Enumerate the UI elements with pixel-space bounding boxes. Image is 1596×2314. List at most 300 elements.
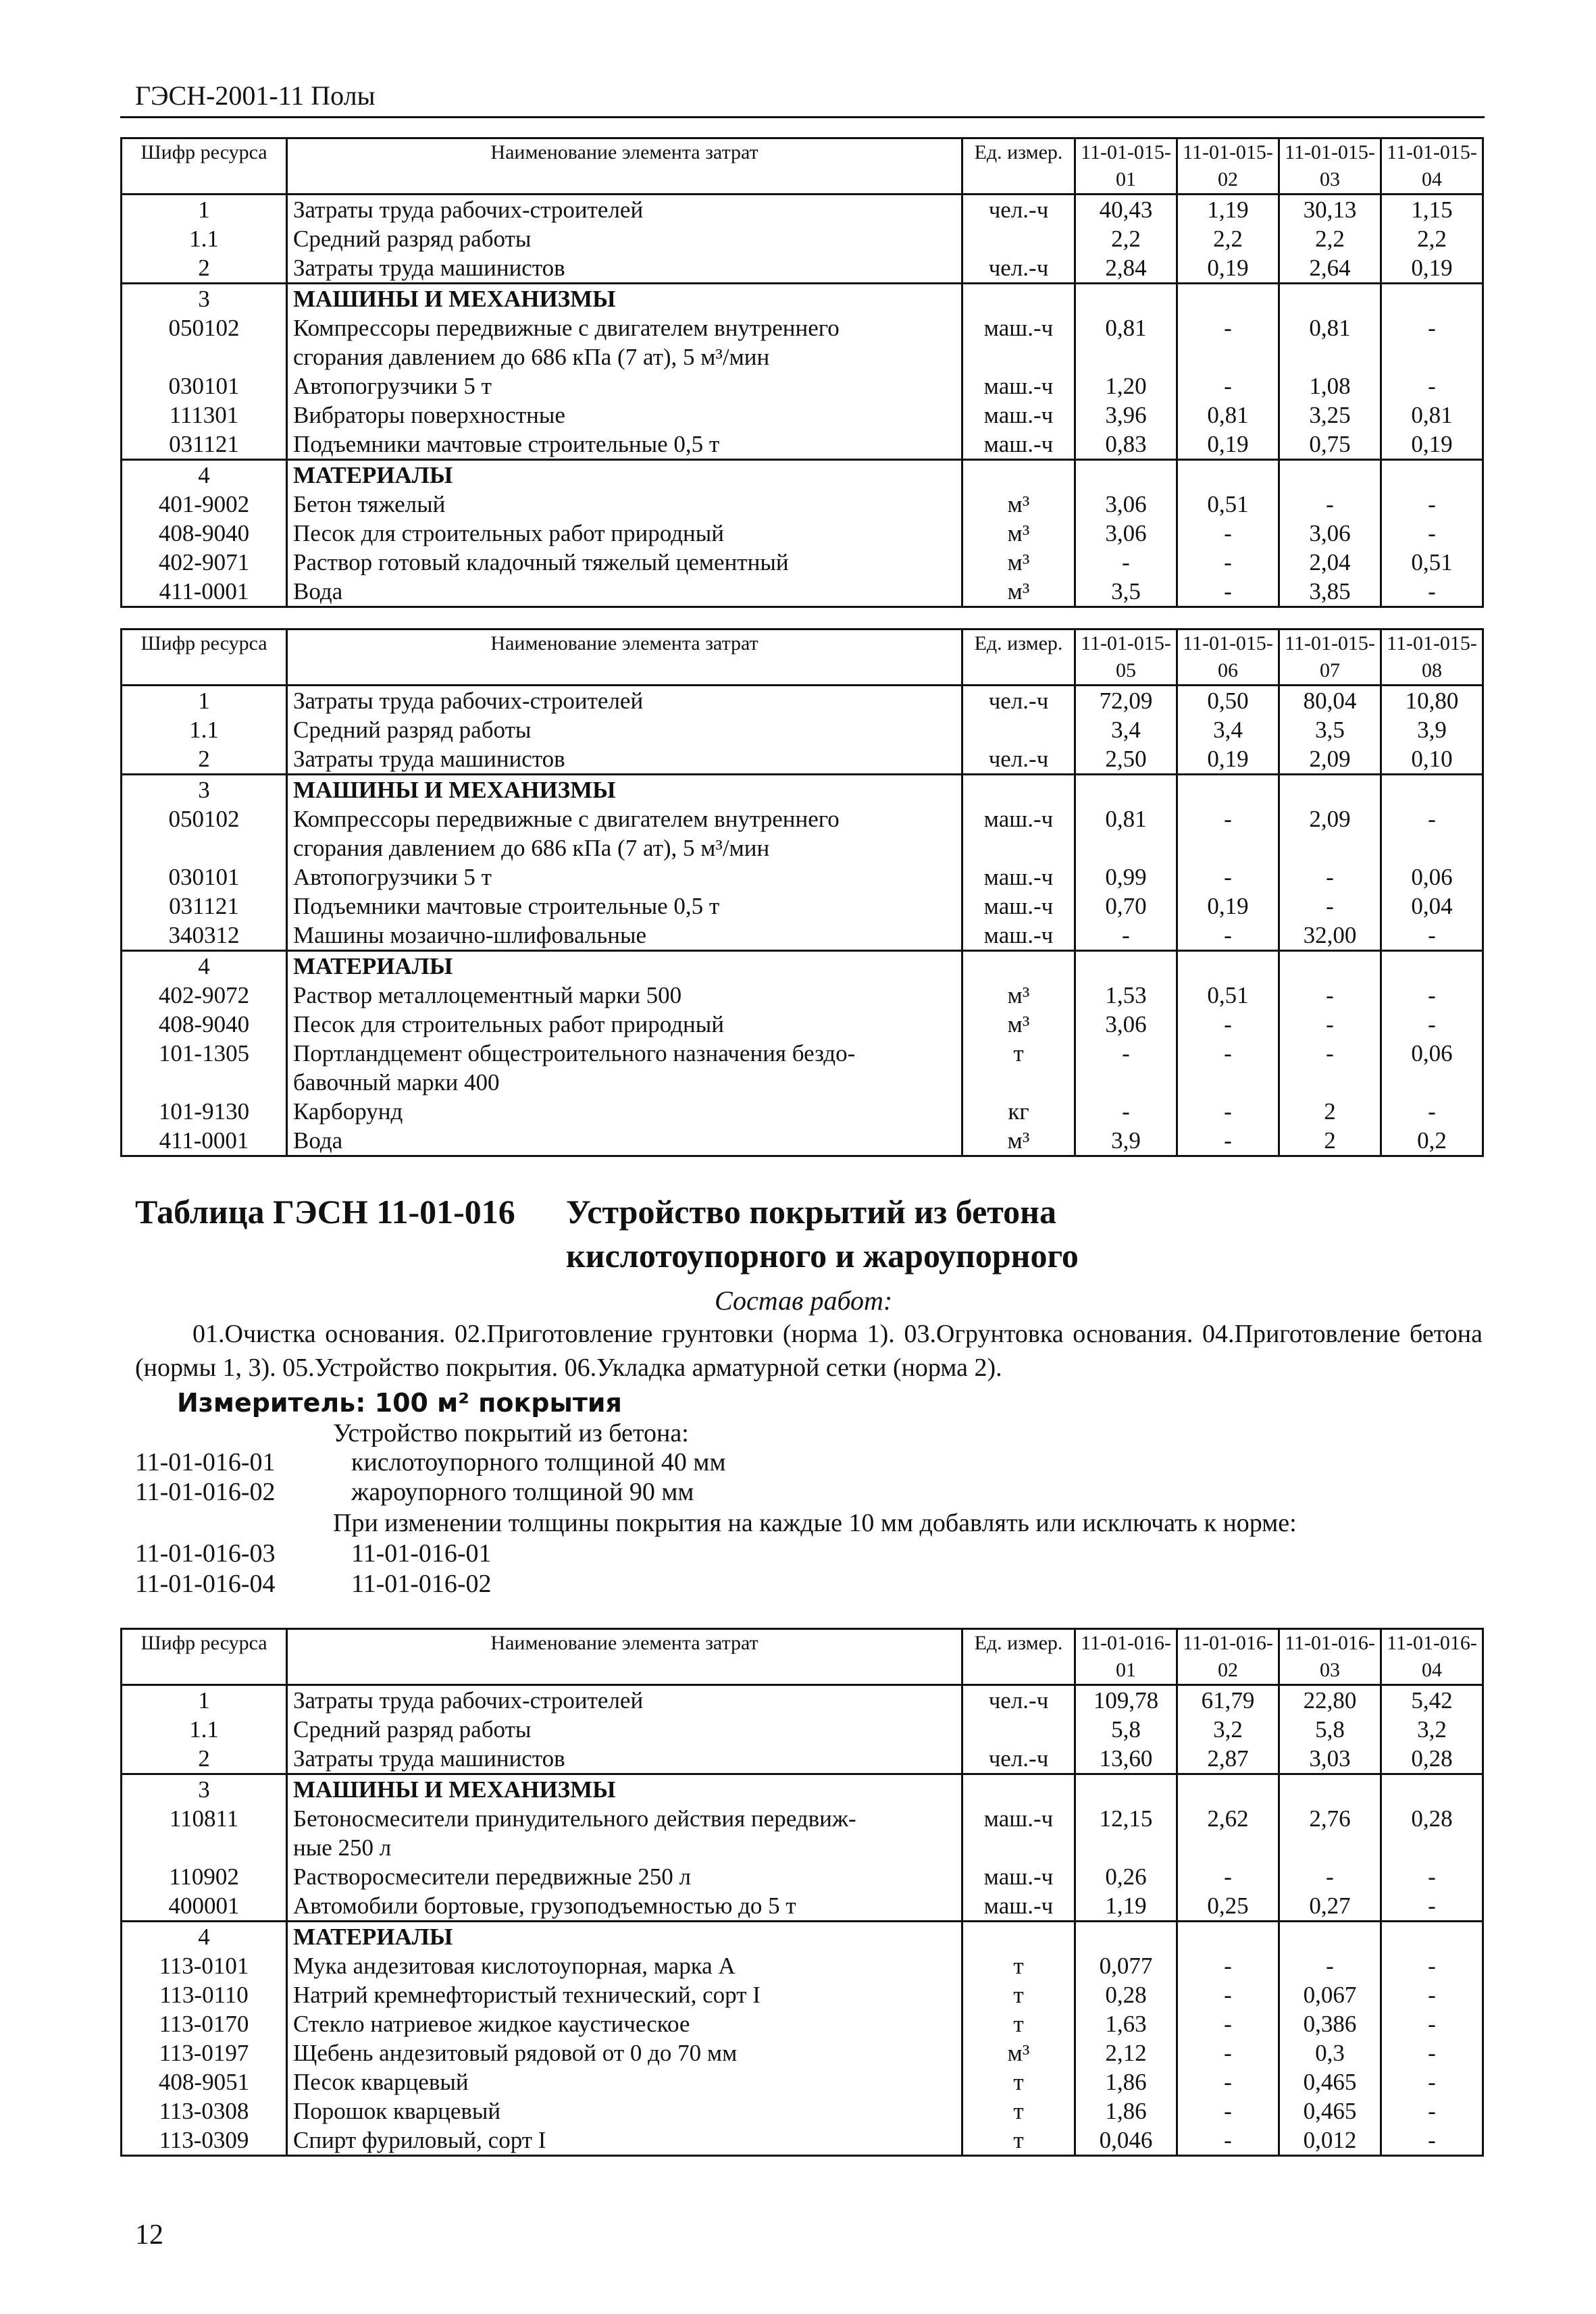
group2-heading: При изменении толщины покрытия на каждые 10 мм добавлять или исключать к норме: xyxy=(333,1509,1297,1537)
value-cell: 1,86 xyxy=(1075,2067,1177,2097)
element-name: Песок для строительных работ природный xyxy=(287,519,962,548)
table-row xyxy=(122,430,1483,460)
value-cell: - xyxy=(1177,2038,1279,2067)
value-cell: 13,60 xyxy=(1075,1744,1177,1774)
value-cell: 0,81 xyxy=(1279,313,1381,342)
value-cell: 0,51 xyxy=(1381,548,1483,577)
value-cell: - xyxy=(1381,1980,1483,2009)
resource-code: 408-9040 xyxy=(122,519,287,548)
unit-cell: чел.-ч xyxy=(962,1744,1075,1774)
table-row xyxy=(122,2097,1483,2126)
unit-cell: маш.-ч xyxy=(962,863,1075,892)
value-cell: 1,63 xyxy=(1075,2009,1177,2038)
element-name: Вода xyxy=(287,1126,962,1156)
value-cell: 1,19 xyxy=(1177,195,1279,225)
value-cell xyxy=(1177,775,1279,805)
value-cell: 0,06 xyxy=(1381,863,1483,892)
value-cell: 0,2 xyxy=(1381,1126,1483,1156)
value-cell: 61,79 xyxy=(1177,1685,1279,1716)
value-cell: 3,2 xyxy=(1381,1715,1483,1744)
resource-code: 4 xyxy=(122,951,287,981)
column-header: 11-01-015-03 xyxy=(1279,138,1381,195)
table-row xyxy=(122,1068,1483,1097)
resource-code: 400001 xyxy=(122,1891,287,1922)
value-cell xyxy=(1279,951,1381,981)
table-row xyxy=(122,1891,1483,1922)
value-cell xyxy=(1279,342,1381,371)
resource-code: 4 xyxy=(122,1922,287,1952)
value-cell: 0,51 xyxy=(1177,490,1279,519)
column-header: Шифр ресурса xyxy=(122,629,287,686)
value-cell: - xyxy=(1075,1039,1177,1068)
resource-code: 101-9130 xyxy=(122,1097,287,1126)
value-cell: - xyxy=(1075,1097,1177,1126)
value-cell: 2,2 xyxy=(1177,224,1279,253)
value-cell: 2,2 xyxy=(1381,224,1483,253)
resource-code: 031121 xyxy=(122,892,287,921)
resource-code: 113-0101 xyxy=(122,1951,287,1980)
unit-cell xyxy=(962,1774,1075,1805)
value-cell: 0,077 xyxy=(1075,1951,1177,1980)
value-cell: 22,80 xyxy=(1279,1685,1381,1716)
value-cell: - xyxy=(1177,2126,1279,2156)
value-cell: - xyxy=(1075,921,1177,951)
element-name: Бетон тяжелый xyxy=(287,490,962,519)
element-name: Средний разряд работы xyxy=(287,1715,962,1744)
element-name: Натрий кремнефтористый технический, сорт I xyxy=(287,1980,962,2009)
column-header: 11-01-016-02 xyxy=(1177,1629,1279,1685)
element-name: Затраты труда машинистов xyxy=(287,1744,962,1774)
unit-cell: м³ xyxy=(962,1010,1075,1039)
element-name: Затраты труда машинистов xyxy=(287,253,962,284)
column-header: Наименование элемента затрат xyxy=(287,629,962,686)
value-cell xyxy=(1177,460,1279,490)
value-cell: 2,2 xyxy=(1279,224,1381,253)
unit-cell xyxy=(962,1715,1075,1744)
resource-code: 2 xyxy=(122,253,287,284)
element-name: Средний разряд работы xyxy=(287,224,962,253)
table-row xyxy=(122,371,1483,401)
column-header: 11-01-015-08 xyxy=(1381,629,1483,686)
element-name: Компрессоры передвижные с двигателем внутреннего xyxy=(287,804,962,833)
unit-cell: м³ xyxy=(962,548,1075,577)
table-row xyxy=(122,1774,1483,1805)
element-name: Затраты труда машинистов xyxy=(287,744,962,775)
value-cell: 2,09 xyxy=(1279,804,1381,833)
value-cell: 2,50 xyxy=(1075,744,1177,775)
resource-code xyxy=(122,833,287,863)
value-cell: 3,03 xyxy=(1279,1744,1381,1774)
table-row xyxy=(122,1862,1483,1891)
element-name: сгорания давлением до 686 кПа (7 ат), 5 м³/мин xyxy=(287,833,962,863)
column-header: Шифр ресурса xyxy=(122,138,287,195)
unit-cell xyxy=(962,342,1075,371)
value-cell xyxy=(1381,342,1483,371)
value-cell: - xyxy=(1381,313,1483,342)
value-cell: 0,465 xyxy=(1279,2067,1381,2097)
value-cell: - xyxy=(1177,1097,1279,1126)
resource-code: 401-9002 xyxy=(122,490,287,519)
column-header: 11-01-015-05 xyxy=(1075,629,1177,686)
value-cell: 3,9 xyxy=(1075,1126,1177,1156)
value-cell xyxy=(1381,951,1483,981)
value-cell: 0,81 xyxy=(1075,313,1177,342)
table-header-row xyxy=(122,629,1483,686)
resource-code: 1 xyxy=(122,1685,287,1716)
value-cell: - xyxy=(1381,371,1483,401)
value-cell xyxy=(1177,1922,1279,1952)
norm-text: 11-01-016-01 xyxy=(351,1539,492,1568)
resource-table-015-a xyxy=(120,137,1484,608)
table-row xyxy=(122,224,1483,253)
element-name: Автомобили бортовые, грузоподъемностью до 5 т xyxy=(287,1891,962,1922)
element-name: Бетоносмесители принудительного действия передвиж- xyxy=(287,1804,962,1833)
column-header: Ед. измер. xyxy=(962,138,1075,195)
value-cell xyxy=(1279,1922,1381,1952)
value-cell: 3,06 xyxy=(1075,519,1177,548)
unit-cell: т xyxy=(962,1039,1075,1068)
value-cell: 0,28 xyxy=(1075,1980,1177,2009)
value-cell: 0,70 xyxy=(1075,892,1177,921)
unit-cell: чел.-ч xyxy=(962,686,1075,716)
value-cell: - xyxy=(1279,1039,1381,1068)
unit-cell xyxy=(962,1833,1075,1862)
table-label: Таблица ГЭСН 11-01-016 xyxy=(135,1193,515,1231)
unit-cell: маш.-ч xyxy=(962,892,1075,921)
value-cell: 0,386 xyxy=(1279,2009,1381,2038)
element-name: Автопогрузчики 5 т xyxy=(287,863,962,892)
table-row xyxy=(122,342,1483,371)
value-cell xyxy=(1075,1068,1177,1097)
table-row xyxy=(122,1010,1483,1039)
value-cell: 0,465 xyxy=(1279,2097,1381,2126)
table-row xyxy=(122,1951,1483,1980)
value-cell xyxy=(1075,1774,1177,1805)
value-cell: - xyxy=(1381,2038,1483,2067)
value-cell xyxy=(1279,1833,1381,1862)
table-row xyxy=(122,892,1483,921)
norm-text: 11-01-016-02 xyxy=(351,1570,492,1598)
element-name: Щебень андезитовый рядовой от 0 до 70 мм xyxy=(287,2038,962,2067)
table-row xyxy=(122,1804,1483,1833)
value-cell: 0,28 xyxy=(1381,1804,1483,1833)
column-header: Шифр ресурса xyxy=(122,1629,287,1685)
value-cell xyxy=(1177,1774,1279,1805)
table-row xyxy=(122,921,1483,951)
element-name: Компрессоры передвижные с двигателем внутреннего xyxy=(287,313,962,342)
value-cell: 80,04 xyxy=(1279,686,1381,716)
table-row xyxy=(122,1833,1483,1862)
resource-code: 1.1 xyxy=(122,1715,287,1744)
value-cell: 0,19 xyxy=(1177,892,1279,921)
value-cell: 2,12 xyxy=(1075,2038,1177,2067)
value-cell: 2,87 xyxy=(1177,1744,1279,1774)
value-cell: - xyxy=(1279,863,1381,892)
value-cell: - xyxy=(1177,313,1279,342)
value-cell xyxy=(1075,951,1177,981)
table-row xyxy=(122,1097,1483,1126)
value-cell xyxy=(1381,1068,1483,1097)
value-cell: - xyxy=(1381,804,1483,833)
unit-cell xyxy=(962,833,1075,863)
value-cell: - xyxy=(1177,1980,1279,2009)
resource-code: 050102 xyxy=(122,313,287,342)
resource-code: 113-0170 xyxy=(122,2009,287,2038)
value-cell: 3,06 xyxy=(1075,490,1177,519)
unit-cell: м³ xyxy=(962,490,1075,519)
unit-cell: м³ xyxy=(962,981,1075,1010)
resource-code: 110902 xyxy=(122,1862,287,1891)
value-cell: - xyxy=(1177,1951,1279,1980)
unit-cell xyxy=(962,775,1075,805)
resource-code: 050102 xyxy=(122,804,287,833)
unit-cell: т xyxy=(962,2067,1075,2097)
element-name: Вибраторы поверхностные xyxy=(287,401,962,430)
table-row xyxy=(122,577,1483,607)
unit-cell: маш.-ч xyxy=(962,1891,1075,1922)
element-name: Растворосмесители передвижные 250 л xyxy=(287,1862,962,1891)
resource-code: 113-0110 xyxy=(122,1980,287,2009)
table-row xyxy=(122,1922,1483,1952)
resource-code: 340312 xyxy=(122,921,287,951)
value-cell: - xyxy=(1381,1862,1483,1891)
table-row xyxy=(122,195,1483,225)
value-cell: 1,15 xyxy=(1381,195,1483,225)
value-cell: - xyxy=(1381,921,1483,951)
unit-cell: маш.-ч xyxy=(962,1862,1075,1891)
value-cell: 0,75 xyxy=(1279,430,1381,460)
table-row xyxy=(122,715,1483,744)
value-cell xyxy=(1381,775,1483,805)
table-row xyxy=(122,804,1483,833)
table-row xyxy=(122,744,1483,775)
value-cell: - xyxy=(1381,577,1483,607)
value-cell: 0,19 xyxy=(1381,430,1483,460)
resource-code: 101-1305 xyxy=(122,1039,287,1068)
value-cell: - xyxy=(1177,577,1279,607)
resource-code: 113-0309 xyxy=(122,2126,287,2156)
value-cell: - xyxy=(1177,804,1279,833)
value-cell: - xyxy=(1177,1126,1279,1156)
unit-cell xyxy=(962,224,1075,253)
element-name: Средний разряд работы xyxy=(287,715,962,744)
element-name: Автопогрузчики 5 т xyxy=(287,371,962,401)
unit-cell: маш.-ч xyxy=(962,804,1075,833)
unit-cell: т xyxy=(962,1980,1075,2009)
value-cell: 2,09 xyxy=(1279,744,1381,775)
unit-cell: т xyxy=(962,2097,1075,2126)
value-cell: 3,06 xyxy=(1075,1010,1177,1039)
value-cell: 0,50 xyxy=(1177,686,1279,716)
value-cell xyxy=(1381,284,1483,314)
table-row xyxy=(122,1685,1483,1716)
value-cell: 2 xyxy=(1279,1097,1381,1126)
unit-cell: т xyxy=(962,2009,1075,2038)
value-cell: 0,046 xyxy=(1075,2126,1177,2156)
element-name: Раствор металлоцементный марки 500 xyxy=(287,981,962,1010)
value-cell: 3,4 xyxy=(1075,715,1177,744)
table-header-row xyxy=(122,138,1483,195)
value-cell: - xyxy=(1177,1010,1279,1039)
unit-cell xyxy=(962,1922,1075,1952)
composition-heading: Состав работ: xyxy=(715,1285,893,1316)
table-row xyxy=(122,1980,1483,2009)
value-cell xyxy=(1075,342,1177,371)
unit-cell xyxy=(962,715,1075,744)
element-name: Стекло натриевое жидкое каустическое xyxy=(287,2009,962,2038)
value-cell: 0,04 xyxy=(1381,892,1483,921)
resource-code: 113-0308 xyxy=(122,2097,287,2126)
resource-code: 402-9071 xyxy=(122,548,287,577)
value-cell: - xyxy=(1177,548,1279,577)
value-cell xyxy=(1177,284,1279,314)
composition-text: 01.Очистка основания. 02.Приготовление грунтовки (норма 1). 03.Огрунтовка основания. 04.Приготовление бетона (нормы 1, 3). 05.Устройство покрытия. 06.Укладка арматурной сетки (норма 2). xyxy=(135,1320,1483,1382)
resource-code: 031121 xyxy=(122,430,287,460)
element-name: ные 250 л xyxy=(287,1833,962,1862)
resource-code: 030101 xyxy=(122,863,287,892)
unit-cell: маш.-ч xyxy=(962,313,1075,342)
unit-cell: м³ xyxy=(962,2038,1075,2067)
value-cell: 10,80 xyxy=(1381,686,1483,716)
value-cell xyxy=(1279,1774,1381,1805)
value-cell: 1,53 xyxy=(1075,981,1177,1010)
table-row xyxy=(122,863,1483,892)
table-row xyxy=(122,460,1483,490)
value-cell: 0,26 xyxy=(1075,1862,1177,1891)
value-cell: - xyxy=(1381,1010,1483,1039)
value-cell: - xyxy=(1381,2097,1483,2126)
value-cell: - xyxy=(1177,863,1279,892)
element-name: Машины мозаично-шлифовальные xyxy=(287,921,962,951)
column-header: 11-01-016-01 xyxy=(1075,1629,1177,1685)
value-cell xyxy=(1177,1833,1279,1862)
resource-code: 2 xyxy=(122,744,287,775)
resource-code: 408-9051 xyxy=(122,2067,287,2097)
column-header: Наименование элемента затрат xyxy=(287,1629,962,1685)
value-cell: - xyxy=(1177,1862,1279,1891)
element-name: Песок для строительных работ природный xyxy=(287,1010,962,1039)
value-cell: - xyxy=(1381,490,1483,519)
value-cell xyxy=(1381,460,1483,490)
value-cell: 3,4 xyxy=(1177,715,1279,744)
table-row xyxy=(122,253,1483,284)
value-cell xyxy=(1381,1922,1483,1952)
value-cell: - xyxy=(1381,1097,1483,1126)
value-cell: 2,2 xyxy=(1075,224,1177,253)
resource-code xyxy=(122,1833,287,1862)
value-cell: - xyxy=(1177,921,1279,951)
value-cell: - xyxy=(1177,519,1279,548)
resource-code: 3 xyxy=(122,1774,287,1805)
unit-cell: маш.-ч xyxy=(962,921,1075,951)
value-cell: 2,62 xyxy=(1177,1804,1279,1833)
resource-table-015-b xyxy=(120,628,1484,1157)
value-cell: 0,27 xyxy=(1279,1891,1381,1922)
value-cell: 5,8 xyxy=(1279,1715,1381,1744)
table-row xyxy=(122,1039,1483,1068)
value-cell xyxy=(1075,1922,1177,1952)
column-header: 11-01-015-06 xyxy=(1177,629,1279,686)
element-name: Порошок кварцевый xyxy=(287,2097,962,2126)
column-header: 11-01-016-03 xyxy=(1279,1629,1381,1685)
value-cell: 0,067 xyxy=(1279,1980,1381,2009)
unit-cell: м³ xyxy=(962,577,1075,607)
resource-code: 408-9040 xyxy=(122,1010,287,1039)
column-header: Ед. измер. xyxy=(962,629,1075,686)
element-name: Подъемники мачтовые строительные 0,5 т xyxy=(287,892,962,921)
table-row xyxy=(122,2038,1483,2067)
value-cell: - xyxy=(1177,2097,1279,2126)
resource-code: 030101 xyxy=(122,371,287,401)
element-name: МАШИНЫ И МЕХАНИЗМЫ xyxy=(287,1774,962,1805)
value-cell: 5,42 xyxy=(1381,1685,1483,1716)
table-row xyxy=(122,951,1483,981)
group1-heading: Устройство покрытий из бетона: xyxy=(333,1419,689,1447)
table-row xyxy=(122,1126,1483,1156)
table-title-line1: Устройство покрытий из бетона xyxy=(566,1193,1056,1231)
resource-code: 402-9072 xyxy=(122,981,287,1010)
value-cell: 0,19 xyxy=(1177,430,1279,460)
value-cell: 0,83 xyxy=(1075,430,1177,460)
column-header: 11-01-015-01 xyxy=(1075,138,1177,195)
value-cell: - xyxy=(1381,2126,1483,2156)
value-cell: - xyxy=(1177,1039,1279,1068)
column-header: 11-01-015-07 xyxy=(1279,629,1381,686)
element-name: Песок кварцевый xyxy=(287,2067,962,2097)
value-cell: 40,43 xyxy=(1075,195,1177,225)
table-title-line2: кислотоупорного и жароупорного xyxy=(566,1237,1079,1275)
unit-cell xyxy=(962,951,1075,981)
unit-cell: чел.-ч xyxy=(962,1685,1075,1716)
value-cell xyxy=(1075,1833,1177,1862)
value-cell: 0,012 xyxy=(1279,2126,1381,2156)
norm-code: 11-01-016-03 xyxy=(135,1539,276,1568)
value-cell: 0,81 xyxy=(1075,804,1177,833)
value-cell xyxy=(1177,951,1279,981)
value-cell xyxy=(1075,833,1177,863)
value-cell: - xyxy=(1381,981,1483,1010)
value-cell: - xyxy=(1279,490,1381,519)
value-cell: - xyxy=(1279,981,1381,1010)
table-row xyxy=(122,775,1483,805)
table-row xyxy=(122,686,1483,716)
value-cell xyxy=(1177,342,1279,371)
value-cell: 32,00 xyxy=(1279,921,1381,951)
value-cell: 3,5 xyxy=(1075,577,1177,607)
value-cell: - xyxy=(1279,1862,1381,1891)
value-cell xyxy=(1381,1774,1483,1805)
value-cell xyxy=(1279,284,1381,314)
table-row xyxy=(122,284,1483,314)
resource-code: 110811 xyxy=(122,1804,287,1833)
value-cell: 0,28 xyxy=(1381,1744,1483,1774)
table-row xyxy=(122,2009,1483,2038)
element-name: сгорания давлением до 686 кПа (7 ат), 5 м³/мин xyxy=(287,342,962,371)
element-name: МАШИНЫ И МЕХАНИЗМЫ xyxy=(287,284,962,314)
resource-code: 411-0001 xyxy=(122,1126,287,1156)
resource-code xyxy=(122,1068,287,1097)
page-number: 12 xyxy=(135,2219,163,2251)
value-cell xyxy=(1177,833,1279,863)
table-row xyxy=(122,490,1483,519)
value-cell: 1,86 xyxy=(1075,2097,1177,2126)
table-row xyxy=(122,981,1483,1010)
element-name: Карборунд xyxy=(287,1097,962,1126)
value-cell: 0,25 xyxy=(1177,1891,1279,1922)
resource-code: 1 xyxy=(122,686,287,716)
value-cell: 2 xyxy=(1279,1126,1381,1156)
running-header: ГЭСН-2001-11 Полы xyxy=(135,80,376,111)
